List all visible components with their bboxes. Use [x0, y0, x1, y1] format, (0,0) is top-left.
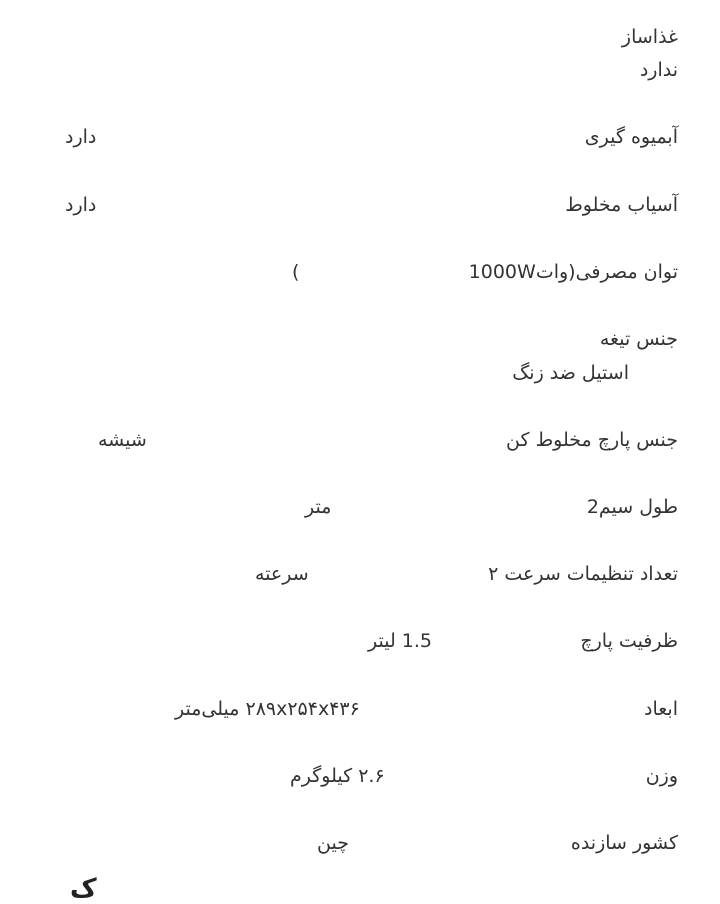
spec-row-grinder	[0, 190, 678, 220]
spec-value: متر	[305, 496, 332, 518]
spec-row-food-processor	[0, 22, 678, 52]
spec-row-speed-settings	[0, 559, 678, 589]
spec-row-weight	[0, 761, 678, 791]
spec-label: غذاساز	[621, 26, 678, 48]
spec-row-juicer	[0, 122, 678, 152]
spec-label: جنس پارچ مخلوط کن	[506, 429, 678, 451]
spec-row-dimensions	[0, 694, 678, 724]
spec-row-blade-material	[0, 324, 678, 354]
spec-label: طول سیم2	[586, 496, 678, 518]
spec-value: ندارد	[639, 59, 678, 81]
spec-row-origin-country	[0, 828, 678, 858]
spec-value: شیشه	[98, 429, 147, 451]
spec-label: جنس تیغه	[599, 328, 678, 350]
spec-label: تعداد تنظیمات سرعت ۲	[488, 563, 678, 585]
spec-value: 1.5 لیتر	[368, 630, 432, 652]
spec-value: استیل ضد زنگ	[512, 362, 629, 384]
spec-label: کشور سازنده	[570, 832, 678, 854]
spec-label: آبمیوه گیری	[584, 126, 678, 148]
spec-value: ۲.۶ کیلوگرم	[290, 765, 385, 787]
spec-value: دارد	[65, 194, 97, 216]
spec-row-jar-capacity	[0, 626, 678, 656]
spec-row-cord-length	[0, 492, 678, 522]
spec-label: ظرفیت پارچ	[580, 630, 678, 652]
spec-label: توان مصرفی(وات1000W	[468, 261, 678, 283]
spec-row-power	[0, 257, 678, 287]
spec-label: وزن	[645, 765, 678, 787]
spec-label: آسیاب مخلوط	[565, 194, 678, 216]
spec-value: دارد	[65, 126, 97, 148]
spec-row-jar-material	[0, 425, 678, 455]
spec-value: چین	[317, 832, 349, 854]
spec-value: )	[292, 261, 300, 283]
spec-value: ۲۸۹x۲۵۴x۴۳۶ میلی‌متر	[175, 698, 360, 720]
cut-off-heading: ک	[70, 874, 97, 904]
spec-label: ابعاد	[644, 698, 678, 720]
spec-value: سرعته	[255, 563, 309, 585]
